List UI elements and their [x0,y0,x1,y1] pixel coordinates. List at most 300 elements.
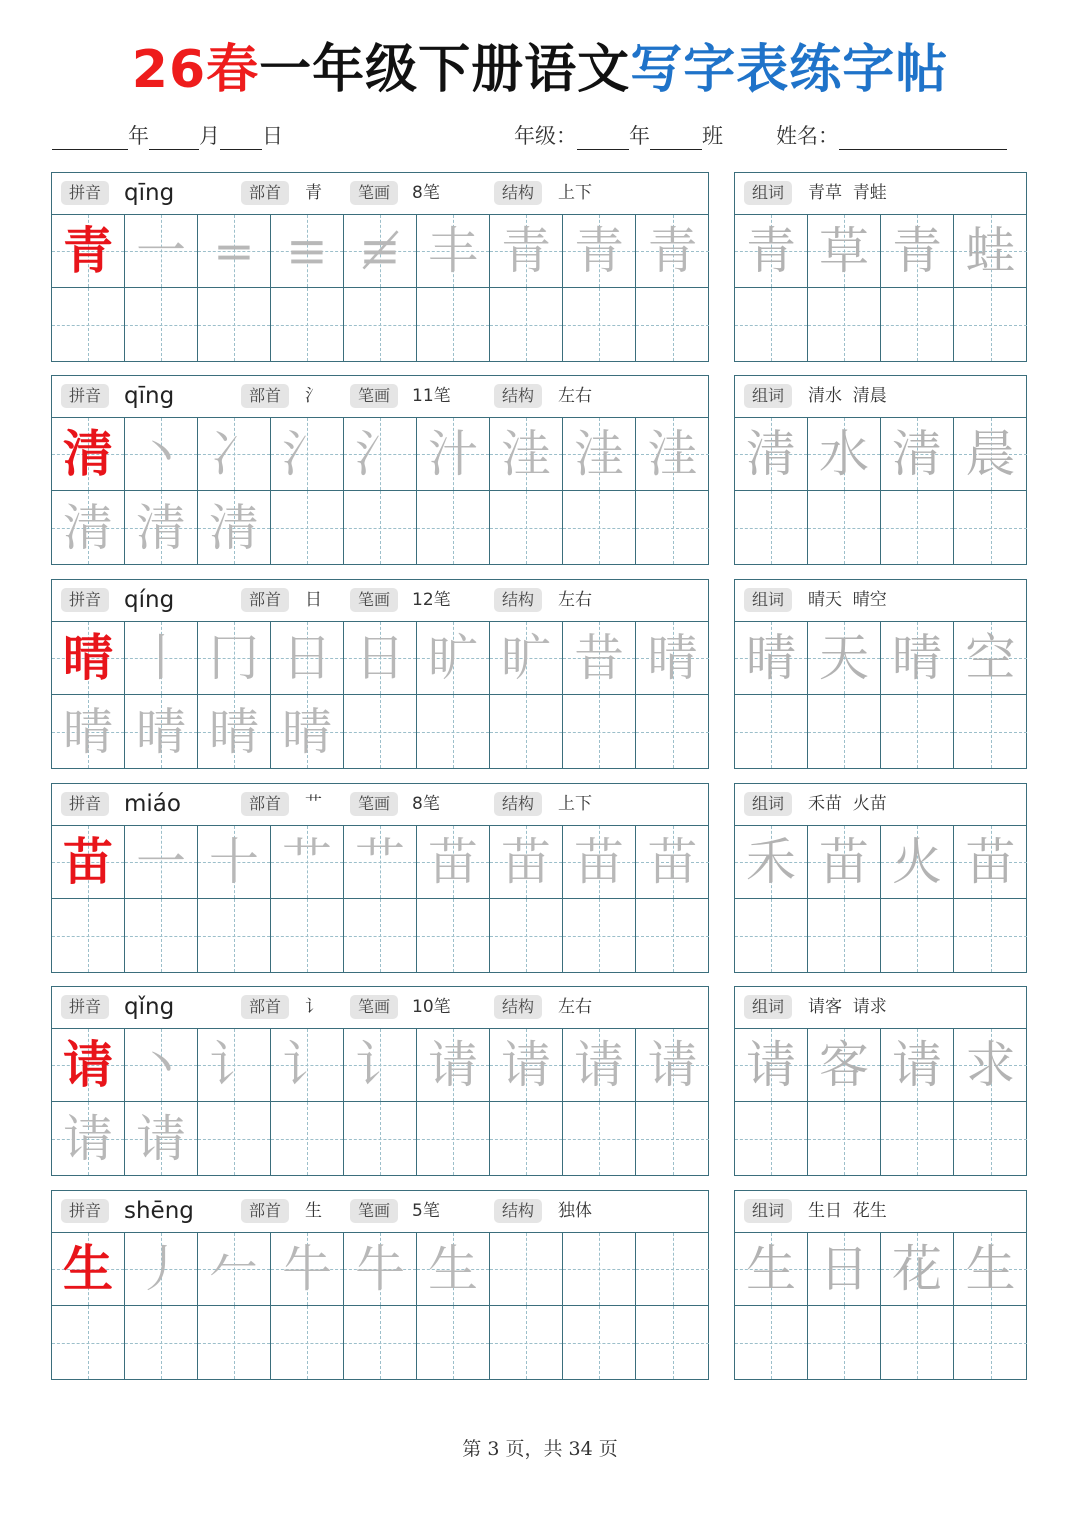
words-cell[interactable] [881,1102,954,1175]
words-grid [735,215,1026,361]
writing-cell[interactable] [344,1102,417,1175]
words-cell[interactable] [881,215,954,288]
stroke-step [125,1306,197,1379]
writing-cell[interactable] [636,1306,709,1379]
pinyin-value: miáo [124,791,181,817]
word-character: 禾 [746,833,796,891]
pinyin-value: qīng [124,383,175,409]
word-character: 苗 [965,833,1016,891]
strokes-tag: 笔画 [350,384,398,408]
writing-cell[interactable] [198,491,271,564]
writing-cell[interactable] [52,1233,125,1306]
stroke-step: 牛 [355,1240,405,1298]
words-cell[interactable] [808,826,881,899]
stroke-step [563,695,635,768]
stroke-step [198,1306,270,1379]
radical-value: 氵 [305,386,322,406]
word-character: 请 [746,1036,796,1094]
pinyin-value: qīng [124,180,175,206]
writing-cell[interactable] [636,215,709,288]
stroke-step [52,288,124,361]
words-cell[interactable] [808,1306,881,1379]
structure-tag: 结构 [494,384,542,408]
words-cell[interactable] [881,826,954,899]
writing-cell[interactable] [417,418,490,491]
writing-cell[interactable] [271,1233,344,1306]
words-card [734,375,1027,565]
writing-cell[interactable] [125,1029,198,1102]
writing-cell[interactable] [417,826,490,899]
writing-cell[interactable] [563,418,636,491]
stroke-step: 一 [136,222,186,280]
word-character: 请 [892,1036,942,1094]
words-cell[interactable] [735,215,808,288]
words-cell[interactable] [881,695,954,768]
writing-cell[interactable] [563,491,636,564]
writing-cell[interactable] [52,1029,125,1102]
writing-cell[interactable] [344,899,417,972]
writing-cell[interactable] [417,695,490,768]
writing-cell[interactable] [125,695,198,768]
writing-cell[interactable] [636,695,709,768]
writing-cell[interactable] [344,1029,417,1102]
name-blank[interactable] [839,128,1007,150]
writing-cell[interactable] [417,288,490,361]
stroke-step: 讠 [355,1036,405,1094]
stroke-step [636,491,709,564]
stroke-step: 请 [647,1036,698,1094]
words-tag: 组词 [744,181,792,205]
stroke-step: 生 [428,1240,478,1298]
structure-value: 左右 [558,386,592,406]
pinyin-tag: 拼音 [61,384,109,408]
writing-cell[interactable] [490,288,563,361]
stroke-step: 晴 [209,702,259,761]
stroke-step: 洼 [574,425,624,483]
words-cell[interactable] [881,288,954,361]
writing-cell[interactable] [52,695,125,768]
words-cell[interactable] [881,1233,954,1306]
stroke-step [271,1306,343,1379]
structure-value: 上下 [558,794,592,814]
writing-grid [52,418,708,564]
words-cell[interactable] [954,899,1027,972]
pinyin-tag: 拼音 [61,792,109,816]
stroke-step [271,288,343,361]
words-cell[interactable] [735,695,808,768]
writing-cell[interactable] [563,215,636,288]
writing-cell[interactable] [344,695,417,768]
writing-cell[interactable] [52,1306,125,1379]
writing-cell[interactable] [636,899,709,972]
words-cell[interactable] [808,695,881,768]
words-cell[interactable] [954,418,1027,491]
stroke-step [344,1306,416,1379]
writing-cell[interactable] [125,622,198,695]
writing-cell[interactable] [198,695,271,768]
writing-cell[interactable] [490,1306,563,1379]
stroke-step [198,899,270,972]
writing-cell[interactable] [271,622,344,695]
writing-cell[interactable] [490,1029,563,1102]
stroke-step: 晴 [647,629,698,687]
writing-cell[interactable] [125,899,198,972]
words-cell[interactable] [808,899,881,972]
writing-cell[interactable] [198,418,271,491]
title-prefix: 26春 [131,40,260,100]
card-header [52,784,708,826]
month-label: 月 [199,124,220,148]
radical-value: 讠 [305,997,322,1017]
grade-year-blank[interactable] [577,128,629,150]
grade-label: 年级： [514,124,577,148]
words-cell[interactable] [735,1029,808,1102]
writing-cell[interactable] [417,215,490,288]
writing-cell[interactable] [198,899,271,972]
stroke-step: 苗 [647,833,698,891]
stroke-step: 青 [501,222,551,280]
writing-cell[interactable] [52,288,125,361]
strokes-value: 5笔 [412,1201,440,1221]
strokes-value: 8笔 [412,183,440,203]
writing-cell[interactable] [490,826,563,899]
writing-cell[interactable] [198,288,271,361]
writing-cell[interactable] [563,1233,636,1306]
stroke-step: 十 [209,833,259,891]
stroke-step [344,899,416,972]
model-character: 请 [63,1035,113,1094]
writing-cell[interactable] [563,899,636,972]
words-cell[interactable] [735,1306,808,1379]
writing-cell[interactable] [271,1102,344,1175]
structure-value: 独体 [558,1201,592,1221]
words-cell[interactable] [735,826,808,899]
card-header [52,173,708,215]
stroke-step: 丶 [136,425,186,483]
writing-cell[interactable] [52,899,125,972]
writing-cell[interactable] [125,418,198,491]
pinyin-tag: 拼音 [61,588,109,612]
strokes-tag: 笔画 [350,181,398,205]
words-cell[interactable] [808,288,881,361]
stroke-step [198,1102,270,1175]
writing-cell[interactable] [271,418,344,491]
stroke-step: 艹 [355,833,405,891]
words-cell[interactable] [735,622,808,695]
stroke-step [417,695,489,768]
stroke-step: 请 [501,1036,551,1094]
writing-cell[interactable] [198,215,271,288]
words-cell[interactable] [881,1029,954,1102]
words-cell[interactable] [735,288,808,361]
words-cell[interactable] [808,1102,881,1175]
writing-cell[interactable] [563,826,636,899]
writing-cell[interactable] [125,215,198,288]
stroke-step: 请 [136,1109,186,1168]
writing-cell[interactable] [198,1102,271,1175]
radical-tag: 部首 [241,588,289,612]
writing-cell[interactable] [490,1233,563,1306]
writing-cell[interactable] [271,899,344,972]
words-cell[interactable] [954,622,1027,695]
words-cell[interactable] [954,695,1027,768]
stroke-step [125,899,197,972]
stroke-step [344,491,416,564]
writing-cell[interactable] [417,1102,490,1175]
pinyin-value: shēng [124,1198,194,1224]
words-cell[interactable] [808,1029,881,1102]
words-header [735,987,1026,1029]
stroke-step: 昔 [574,629,624,687]
writing-cell[interactable] [344,215,417,288]
stroke-step [490,695,562,768]
strokes-value: 12笔 [412,590,451,610]
words-cell[interactable] [808,215,881,288]
writing-grid [52,215,708,361]
writing-cell[interactable] [417,1306,490,1379]
stroke-step: 𠂉 [209,1240,259,1298]
page-title [0,34,1080,106]
radical-value: 青 [305,183,322,203]
day-blank[interactable] [220,128,262,150]
writing-cell[interactable] [417,1233,490,1306]
words-value: 请客 请求 [808,997,887,1017]
stroke-step [52,1306,124,1379]
writing-cell[interactable] [563,1306,636,1379]
writing-cell[interactable] [490,622,563,695]
writing-cell[interactable] [344,622,417,695]
writing-cell[interactable] [52,826,125,899]
words-cell[interactable] [881,418,954,491]
structure-tag: 结构 [494,181,542,205]
words-cell[interactable] [735,899,808,972]
words-header [735,1191,1026,1233]
words-cell[interactable] [881,1306,954,1379]
words-tag: 组词 [744,1199,792,1223]
writing-cell[interactable] [636,1029,709,1102]
writing-cell[interactable] [636,491,709,564]
words-header [735,376,1026,418]
writing-cell[interactable] [125,1306,198,1379]
writing-cell[interactable] [125,826,198,899]
structure-value: 上下 [558,183,592,203]
words-header [735,580,1026,622]
words-cell[interactable] [881,491,954,564]
stroke-step [636,1233,709,1305]
words-cell[interactable] [735,1102,808,1175]
stroke-step: 氵 [282,425,332,483]
writing-cell[interactable] [563,695,636,768]
card-header [52,580,708,622]
writing-cell[interactable] [271,215,344,288]
class-blank[interactable] [650,128,702,150]
writing-grid [52,1029,708,1175]
words-cell[interactable] [881,899,954,972]
writing-cell[interactable] [563,288,636,361]
strokes-tag: 笔画 [350,995,398,1019]
writing-cell[interactable] [636,622,709,695]
words-cell[interactable] [808,491,881,564]
stroke-step [490,1102,562,1175]
writing-cell[interactable] [52,215,125,288]
stroke-step [563,491,635,564]
writing-cell[interactable] [125,288,198,361]
writing-cell[interactable] [125,1102,198,1175]
words-grid [735,1029,1026,1175]
writing-cell[interactable] [344,826,417,899]
stroke-step: 丶 [136,1036,186,1094]
writing-cell[interactable] [271,695,344,768]
writing-cell[interactable] [271,491,344,564]
writing-cell[interactable] [52,622,125,695]
writing-cell[interactable] [636,288,709,361]
month-blank[interactable] [149,128,199,150]
writing-cell[interactable] [271,288,344,361]
words-card [734,986,1027,1176]
radical-value: 生 [305,1201,322,1221]
stroke-step: 晴 [63,702,113,761]
structure-value: 左右 [558,997,592,1017]
writing-cell[interactable] [417,899,490,972]
word-character: 清 [746,425,796,483]
stroke-step: 清 [63,498,113,557]
writing-cell[interactable] [271,1306,344,1379]
stroke-step: 冂 [209,629,259,687]
stroke-step [636,1306,709,1379]
stroke-step: 青 [574,222,624,280]
words-cell[interactable] [954,288,1027,361]
writing-cell[interactable] [417,622,490,695]
words-card [734,172,1027,362]
stroke-step: 日 [355,629,405,687]
words-cell[interactable] [954,1102,1027,1175]
words-card [734,579,1027,769]
words-cell[interactable] [954,826,1027,899]
writing-grid [52,1233,708,1379]
writing-cell[interactable] [417,491,490,564]
stroke-step [563,1233,635,1305]
pinyin-tag: 拼音 [61,1199,109,1223]
writing-cell[interactable] [344,1233,417,1306]
writing-cell[interactable] [198,826,271,899]
words-cell[interactable] [735,1233,808,1306]
info-row [52,122,1024,152]
words-cell[interactable] [954,215,1027,288]
stroke-step [125,288,197,361]
practice-card [51,986,709,1176]
word-character: 清 [892,425,942,483]
pinyin-value: qǐng [124,994,175,1020]
words-cell[interactable] [735,491,808,564]
stroke-step: 丰 [428,222,478,280]
writing-cell[interactable] [198,622,271,695]
stroke-step [417,1306,489,1379]
words-cell[interactable] [808,1233,881,1306]
writing-cell[interactable] [344,491,417,564]
writing-cell[interactable] [198,1029,271,1102]
writing-cell[interactable] [490,695,563,768]
writing-cell[interactable] [636,826,709,899]
words-cell[interactable] [954,1233,1027,1306]
writing-cell[interactable] [52,491,125,564]
writing-cell[interactable] [417,1029,490,1102]
word-character: 蛙 [965,222,1016,280]
word-character: 水 [819,425,869,483]
writing-cell[interactable] [490,215,563,288]
stroke-step: 请 [63,1109,113,1168]
writing-cell[interactable] [198,1306,271,1379]
stroke-step: 晴 [136,702,186,761]
writing-cell[interactable] [344,288,417,361]
stroke-step [198,288,270,361]
writing-cell[interactable] [198,1233,271,1306]
practice-card [51,783,709,973]
writing-cell[interactable] [271,1029,344,1102]
writing-cell[interactable] [271,826,344,899]
writing-cell[interactable] [490,418,563,491]
words-cell[interactable] [954,1029,1027,1102]
stroke-step: 冫 [209,425,259,483]
writing-cell[interactable] [636,1233,709,1306]
stroke-step: ≢ [359,222,401,280]
class-label: 班 [702,124,723,148]
writing-cell[interactable] [490,1102,563,1175]
stroke-step: 牛 [282,1240,332,1298]
stroke-step [344,288,416,361]
radical-tag: 部首 [241,181,289,205]
writing-cell[interactable] [490,899,563,972]
writing-cell[interactable] [125,491,198,564]
stroke-step [636,1102,709,1175]
word-character: 草 [819,222,869,280]
words-value: 晴天 晴空 [808,590,887,610]
writing-cell[interactable] [563,1102,636,1175]
words-cell[interactable] [735,418,808,491]
year-label: 年 [128,124,149,148]
words-cell[interactable] [808,622,881,695]
writing-cell[interactable] [636,1102,709,1175]
stroke-step [563,288,635,361]
stroke-step: 旷 [428,629,478,687]
words-grid [735,622,1026,768]
name-label: 姓名： [776,124,839,148]
practice-card [51,375,709,565]
stroke-step [271,899,343,972]
writing-cell[interactable] [563,1029,636,1102]
words-cell[interactable] [954,1306,1027,1379]
words-tag: 组词 [744,588,792,612]
words-cell[interactable] [808,418,881,491]
year-blank[interactable] [52,128,128,150]
words-header [735,784,1026,826]
stroke-step: 艹 [282,833,332,891]
writing-cell[interactable] [52,418,125,491]
structure-tag: 结构 [494,1199,542,1223]
writing-cell[interactable] [563,622,636,695]
word-character: 晴 [746,629,796,687]
writing-cell[interactable] [125,1233,198,1306]
practice-card [51,579,709,769]
writing-cell[interactable] [52,1102,125,1175]
words-cell[interactable] [954,491,1027,564]
writing-cell[interactable] [344,1306,417,1379]
writing-cell[interactable] [636,418,709,491]
writing-cell[interactable] [490,491,563,564]
word-character: 日 [819,1240,869,1298]
words-tag: 组词 [744,995,792,1019]
writing-cell[interactable] [344,418,417,491]
words-cell[interactable] [881,622,954,695]
